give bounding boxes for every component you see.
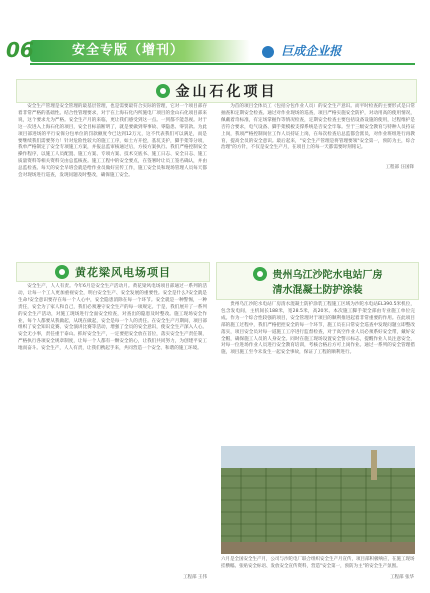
article1-title-bar [16,79,417,103]
article3-title-line1: 贵州乌江沙陀水电站厂房 [272,270,383,281]
brand-logo-icon [262,46,274,58]
article3-title-bar [216,262,419,300]
article1-credit: 工程部 汪国锋 [385,165,414,170]
brand-name: 巨成企业报 [281,44,342,58]
photo-caption: 六月是全国安全生产月，公司与沙陀电厂联合组织安全生产月宣传，项目部积极响应，在施工现场挂横幅、张贴安全标语、发放安全宣传资料，营造"安全第一，预防为主"的安全生产氛围。 [221,557,415,569]
header-divider [30,63,415,65]
brand-logo [262,42,382,60]
leaf-badge-icon [253,267,267,281]
article2-title-bar [16,262,210,282]
article1-body-left: 安全生产管理是安全管理的最基层管理，也是需要最符合实际的管理，它对一个项目部存着非常严格的基础性。结合性管理要求，对于在上海石化内所施电厂项目的金山石化项目部来说，这个要求尤为严格。安全生产月的来临，更让我们感受到这一点。一到都不能忽视。对于这一次进入上海石化的项目，安全目标前断明了，就是要做到零事故、零隐患、零罚款。为此项目部进场的平行安保分包单位的罚款额度今已达到12万元，这不代表我们可以满足，而是要继续我们需要努力！针对危险性较大的施工工序，如土方开挖，基坑支护，脚手架等分项，我单严格制定了安全专项施工方案，并报总监审核通过后，方按方案执行。我们严格控制安全操作程序，以施工人员配置、施工方案、专项方案、技术交底书、施工日志、安全日志、施工质量资料等相关资料交由总监核查。施工工程中的安全要点，在签署时让员工签名确认，并由总监检查。每天的安全早班会就是给作业员做好宣传工作，施工安全员和现场管理人员每天都会对现场进行巡查，发现问题及时整改，确保施工安全。 [18,104,207,179]
article3-body: 贵州乌江沙陀水电站厂房清水混凝土防护涂装工程施工区域为沙陀水电站EL390.5米机位，包含发电间，主机间长188米，宽28.5米，高20米。本次施工脚手架全部由专业施工单位完成。作为一个综合性较强的项目，安全管理对于项目的顺利推进起着非常重要的作用。在此项目部的施工过程中，我们严格把控安全的每一个环节，施工员在日常安全巡查中发现问题立即整改落实，项目安全员对每一道施工工序进行监督检查，对于高空作业人员必须系好安全带，戴好安全帽，确保施工人员的人身安全。同时在施工现场设置安全警示标志，提醒作业人员注意安全，对每一位进场作业人员进行安全教育培训，考核合格后方可上岗作业。通过一系列的安全管理措施，项目施工至今未发生一起安全事故，保证了工程的顺利进行。 [221,302,415,356]
article2-title: 黄花梁风电场项目 [75,266,171,279]
page-number: 06 [6,38,34,62]
leaf-badge-icon [156,84,170,98]
article2-credit: 工程部 王伟 [183,575,207,580]
article1-body-right: 为首的项目全体员工（包括分包作业人员）的安全生产意识。而平时检查的主要形式是日常抽查和定期安全检查。通过对作业现场的巡查，项目严格实施安全防护，对动用高的使用情况，佩戴着奇标准，有定场掌握作等情况检查，定期安全检查主要包括设备设施的使用，过程维护是否符合要求，电气设备、脚手架模板支撑系统是否安全牢靠。至于三级安全教育与特种人员持证上岗，我项严格控制岗位工作人员持证上岗，在每次检查后总监都会派员，对作业班组进行再教育，提高全员的安全意识。最后起来，"安全生产管理是将管理要领"安全第一，预防为主，综合治理"的方针，不仅是安全生产月，在项目上的每一天都需要时刻铭记。 [221,104,415,151]
article3-credit: 工程部 张华 [390,575,414,580]
construction-photo [221,446,415,554]
leaf-badge-icon [55,265,69,279]
construction-photo-graphic [221,446,415,554]
section-label: 安全专版（增刊） [72,43,185,58]
article3-title-line2: 清水混凝土防护涂装 [272,285,363,296]
article1-title: 金山石化项目 [175,84,278,100]
article2-body: 安全生产，人人有责。今年6月是安全生产活动月。黄花梁风电场项目部通过一系列的活动，让每一个工人更加重视安全，明白安全生产、安全发展的重要性。安全是什么?安全就是生命!安全意识要存在每一个人心中，安全隐患消除在每一个环节。安全就是一种警惕，一种责任，安全为了家人和自己，我们必须遵守安全生产的每一项规定。于是，我们展开了一系列的安全生产活动，对施工现场进行全面安全检查，对查出的隐患及时整改。施工现场安全作业，每个人都要从我做起，从现在做起，安全是每一个人的责任。在安全生产月期间，项目部组织了安全知识竞赛、安全演讲比赛等活动，增强了全员的安全意识，使安全生产深入人心。安全无小事，责任重于泰山。抓好安全生产，一定要把安全放在首位，落实安全生产责任制，严格执行各项安全规章制度，让每一个人都有一颗安全的心，让我们共同努力，为创建平安工地而奋斗。安全生产，人人有责，让我们携起手来，共同营造一个安全、和谐的施工环境。 [18,284,207,352]
